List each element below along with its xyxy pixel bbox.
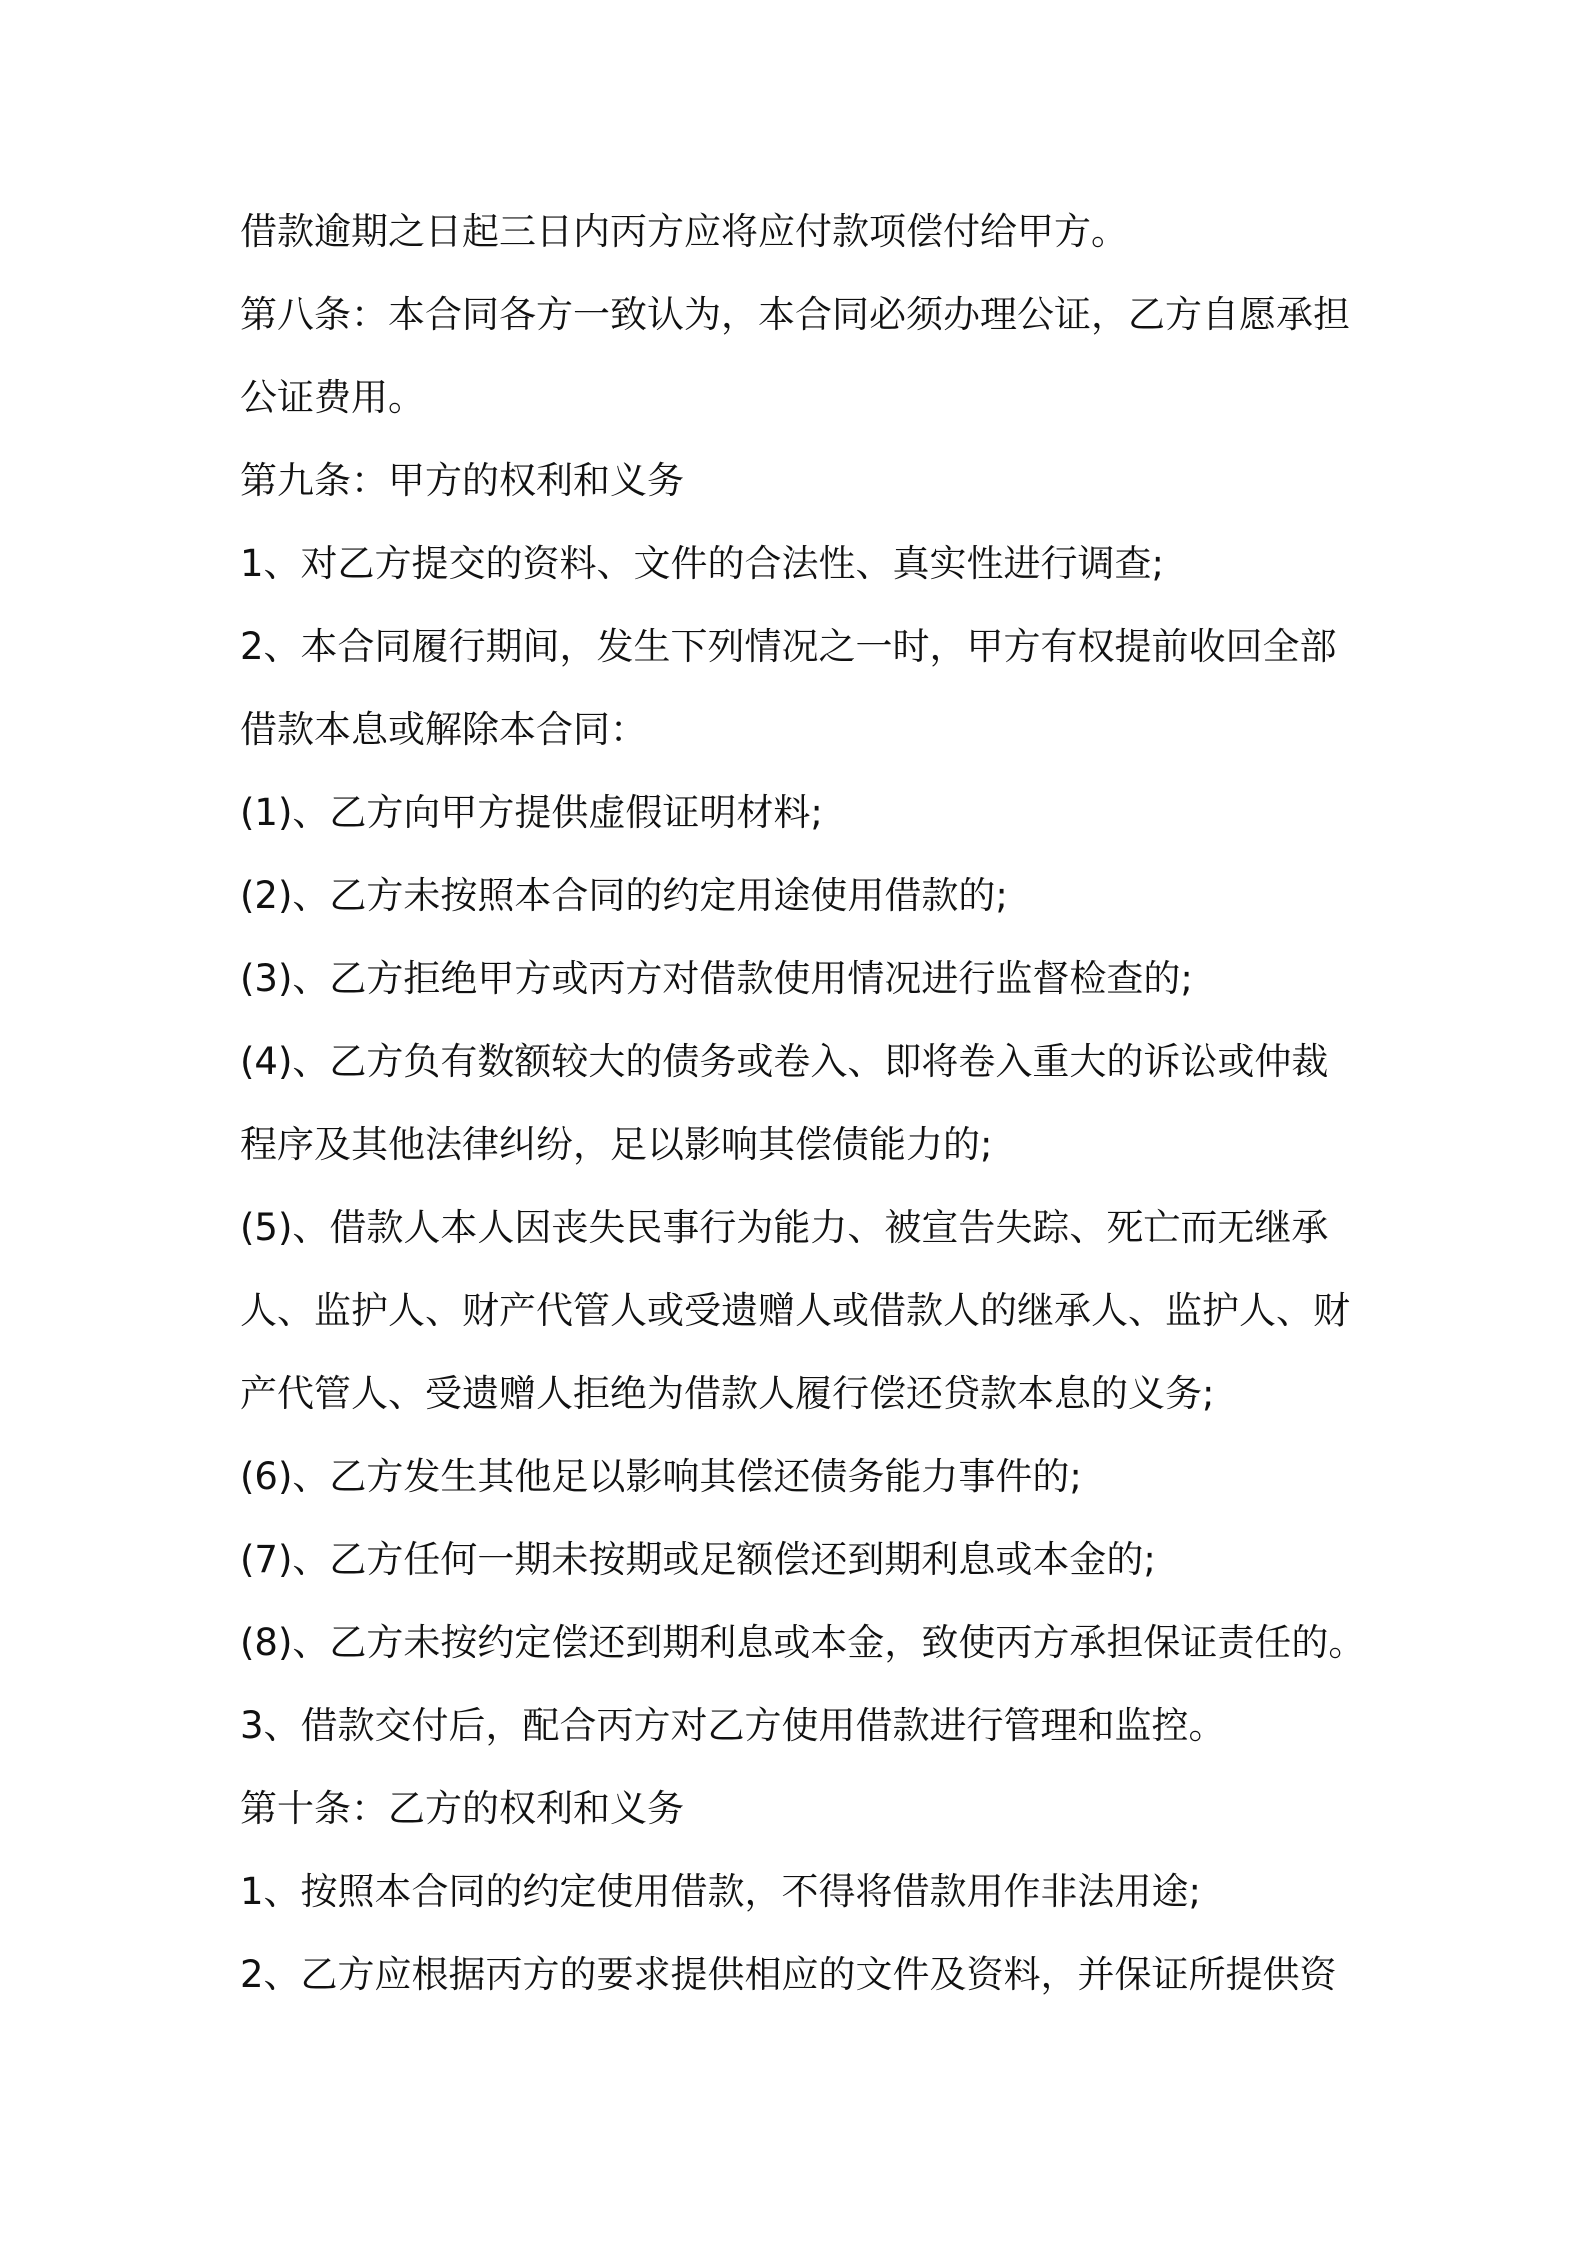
- text-line: 1、对乙方提交的资料、文件的合法性、真实性进行调查;: [240, 542, 1165, 585]
- clause-9-heading: 第九条：甲方的权利和义务: [240, 459, 684, 502]
- list-item: (4)、乙方负有数额较大的债务或卷入、即将卷入重大的诉讼或仲裁: [240, 1040, 1329, 1083]
- text-line: 2、乙方应根据丙方的要求提供相应的文件及资料，并保证所提供资: [240, 1953, 1337, 1996]
- clause-8-heading: 第八条：本合同各方一致认为，本合同必须办理公证，乙方自愿承担: [240, 293, 1350, 336]
- list-item: (8)、乙方未按约定偿还到期利息或本金，致使丙方承担保证责任的。: [240, 1621, 1366, 1664]
- text-line: 产代管人、受遗赠人拒绝为借款人履行偿还贷款本息的义务;: [240, 1372, 1215, 1415]
- text-line: 程序及其他法律纠纷，足以影响其偿债能力的;: [240, 1123, 993, 1166]
- text-line: 人、监护人、财产代管人或受遗赠人或借款人的继承人、监护人、财: [240, 1289, 1350, 1332]
- list-item: (7)、乙方任何一期未按期或足额偿还到期利息或本金的;: [240, 1538, 1156, 1581]
- clause-10-heading: 第十条：乙方的权利和义务: [240, 1787, 684, 1830]
- text-line: 公证费用。: [240, 376, 425, 419]
- contract-text: [240, 190, 1366, 2016]
- list-item: (6)、乙方发生其他足以影响其偿还债务能力事件的;: [240, 1455, 1082, 1498]
- text-line: 2、本合同履行期间，发生下列情况之一时，甲方有权提前收回全部: [240, 625, 1337, 668]
- text-line: 借款逾期之日起三日内丙方应将应付款项偿付给甲方。: [240, 210, 1128, 253]
- text-line: 借款本息或解除本合同：: [240, 708, 647, 751]
- list-item: (5)、借款人本人因丧失民事行为能力、被宣告失踪、死亡而无继承: [240, 1206, 1329, 1249]
- list-item: (3)、乙方拒绝甲方或丙方对借款使用情况进行监督检查的;: [240, 957, 1193, 1000]
- text-line: 1、按照本合同的约定使用借款，不得将借款用作非法用途;: [240, 1870, 1202, 1913]
- text-line: 3、借款交付后，配合丙方对乙方使用借款进行管理和监控。: [240, 1704, 1226, 1747]
- list-item: (1)、乙方向甲方提供虚假证明材料;: [240, 791, 823, 834]
- list-item: (2)、乙方未按照本合同的约定用途使用借款的;: [240, 874, 1008, 917]
